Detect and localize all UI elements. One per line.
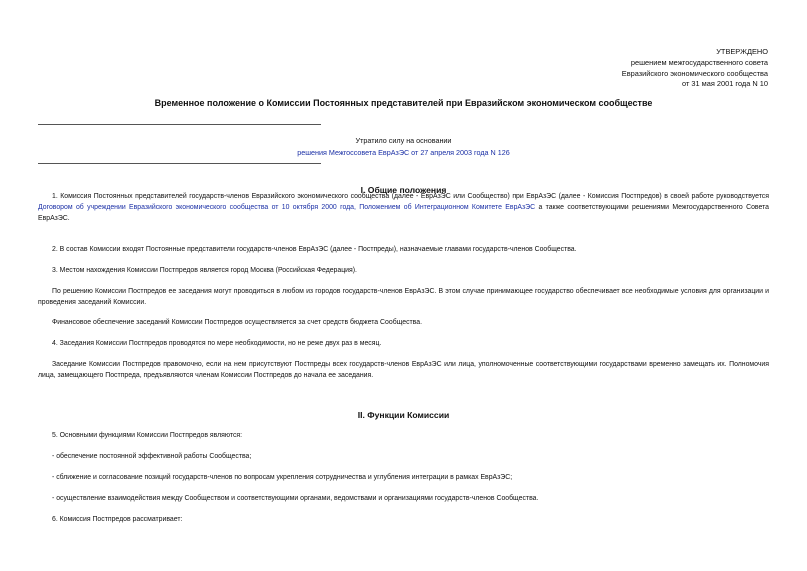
paragraph-text: - обеспечение постоянной эффективной работы Сообщества; [52, 453, 252, 460]
treaty-link[interactable]: Договором об учреждении Евразийского экономического сообщества от 10 октября 2000 года, Положением об Интеграционном Комитете ЕврАзЭС [38, 204, 536, 212]
paragraph-10 [38, 472, 769, 483]
paragraph-8 [38, 430, 769, 441]
approval-stamp [508, 47, 768, 90]
approval-line: Евразийского экономического сообщества [621, 68, 768, 78]
lost-force-link[interactable]: решения Межгоссовета ЕврАзЭС от 27 апреля 2003 года N 126 [297, 148, 510, 157]
paragraph-2 [38, 244, 769, 255]
paragraph-7 [38, 359, 769, 381]
paragraph-text: 6. Комиссия Постпредов рассматривает: [52, 516, 183, 523]
paragraph-text: 5. Основными функциями Комиссии Постпредов являются: [52, 432, 243, 439]
section-title-functions: II. Функции Комиссии [357, 410, 450, 420]
divider-top [38, 124, 321, 125]
paragraph-11 [38, 493, 769, 504]
paragraph-text: 3. Местом нахождения Комиссии Постпредов является город Москва (Российская Федерация). [52, 267, 357, 274]
paragraph-12 [38, 514, 769, 525]
paragraph-1 [38, 191, 769, 225]
paragraph-text: Финансовое обеспечение заседаний Комиссии Постпредов осуществляется за счет средств бюджета Сообщества. [52, 319, 422, 326]
paragraph-text: а также соответствующими решениями Межгосударственного Совета ЕврАзЭС. [38, 204, 770, 223]
document-title: Временное положение о Комиссии Постоянных представителей при Евразийском экономическом сообществе [154, 98, 653, 108]
paragraph-text: - сближение и согласование позиций государств-членов по вопросам укрепления сотрудничества и углубления интеграции в рамках ЕврАзЭС; [52, 474, 513, 481]
section-title-general: I. Общие положения [360, 185, 447, 195]
paragraph-text: По решению Комиссии Постпредов ее заседания могут проводиться в любом из городов государств-членов ЕврАзЭС. В этом случае принимающее государство обеспечивает все необходимые условия для организации и проведения заседаний Комиссии. [38, 288, 769, 307]
paragraph-text: 2. В состав Комиссии входят Постоянные представители государств-членов ЕврАзЭС (далее - Постпреды), назначаемые главами государств-членов Сообщества. [52, 246, 577, 253]
divider-bottom [38, 163, 321, 164]
paragraph-3 [38, 265, 769, 276]
paragraph-text: 4. Заседания Комиссии Постпредов проводятся по мере необходимости, но не реже двух раз в месяц. [52, 340, 382, 347]
paragraph-text: 1. Комиссия Постоянных представителей государств-членов Евразийского экономического сообщества (далее - ЕврАзЭС или Сообщество) при ЕврАзЭС (далее - Комиссия Постпредов) в своей работе руководствуется [52, 193, 769, 200]
approval-line: от 31 мая 2001 года N 10 [682, 79, 768, 89]
lost-force-notice [0, 135, 807, 159]
paragraph-4 [38, 286, 769, 308]
approval-line: решением межгосударственного совета [630, 57, 768, 67]
approval-line: УТВЕРЖДЕНО [716, 47, 768, 56]
paragraph-9 [38, 451, 769, 462]
paragraph-text: - осуществление взаимодействия между Сообществом и соответствующими органами, ведомствами и организациями государств-членов Сообщества. [52, 495, 539, 502]
paragraph-6 [38, 338, 769, 349]
lost-force-text: Утратило силу на основании [355, 136, 452, 145]
paragraph-text: Заседание Комиссии Постпредов правомочно, если на нем присутствуют Постпреды всех государств-членов ЕврАзЭС или лица, уполномоченные соответствующими государствами временно замещать их. Полномочия лица, замещающего Постпреда, предъявляются членам Комиссии Постпредов до начала ее заседания. [38, 361, 769, 380]
paragraph-5 [38, 317, 769, 328]
